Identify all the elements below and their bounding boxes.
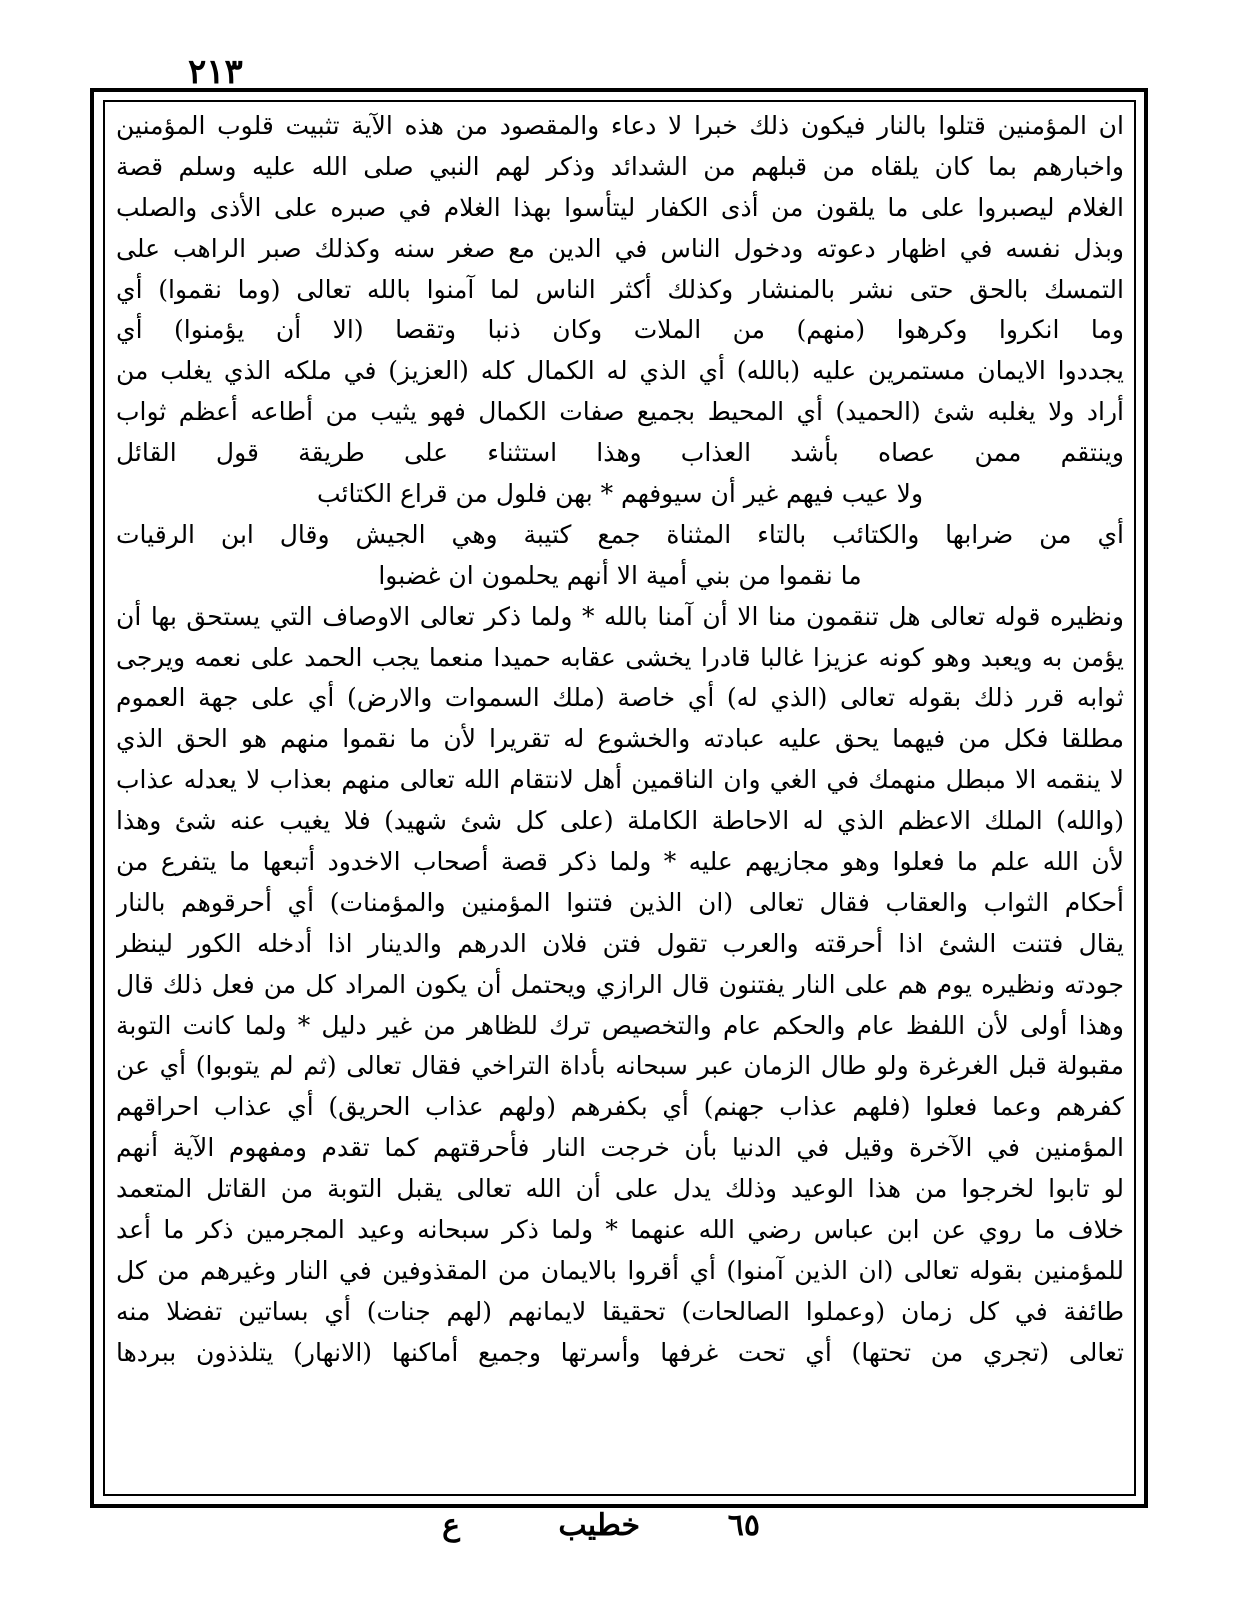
text-line: يؤمن به ويعبد وهو كونه عزيزا غالبا قادرا يخشى عقابه حميدا منعما يجب الحمد على نعمه ويرجى: [116, 642, 1124, 672]
text-line: وما انكروا وكرهوا (منهم) من الملات وكان ذنبا وتقصا (الا أن يؤمنوا) أي: [116, 315, 1124, 345]
poem-verse: ولا عيب فيهم غير أن سيوفهم * بهن فلول من قراع الكتائب: [316, 479, 924, 509]
signature-letter: ع: [442, 1508, 460, 1543]
main-text: [116, 106, 1124, 1494]
text-line: لا ينقمه الا مبطل منهمك في الغي وان الناقمين أهل لانتقام الله تعالى منهم بعذاب لا يعدله عذاب: [116, 765, 1124, 795]
text-line: المؤمنين في الآخرة وقيل في الدنيا بأن خرجت النار فأحرقتهم كما تقدم ومفهوم الآية أنهم: [116, 1133, 1124, 1163]
text-line: التمسك بالحق حتى نشر بالمنشار وكذلك أكثر الناس لما آمنوا بالله تعالى (وما نقموا) أي: [116, 274, 1124, 304]
signature-name: خطيب: [558, 1508, 640, 1543]
text-line: أي من ضرابها والكتائب بالتاء المثناة جمع كتيبة وهي الجيش وقال ابن الرقيات: [116, 519, 1124, 549]
page-footer: [400, 1508, 840, 1558]
text-line: وهذا أولى لأن اللفظ عام والحكم عام والتخصيص ترك للظاهر من غير دليل * ولما كانت التوبة: [116, 1010, 1124, 1040]
poem-verse: ما نقموا من بني أمية الا أنهم يحلمون ان غضبوا: [378, 560, 862, 590]
text-line: مطلقا فكل من فيهما يحق عليه عبادته والخشوع له تقريرا لأن ما نقموا منهم هو الحق الذي: [116, 724, 1124, 754]
text-line: مقبولة قبل الغرغرة ولو طال الزمان عبر سبحانه بأداة التراخي فقال تعالى (ثم لم يتوبوا) أي عن: [116, 1051, 1124, 1081]
text-line: (والله) الملك الاعظم الذي له الاحاطة الكاملة (على كل شئ شهيد) فلا يغيب عنه شئ وهذا: [116, 806, 1124, 836]
text-line: خلاف ما روي عن ابن عباس رضي الله عنهما * ولما ذكر سبحانه وعيد المجرمين ذكر ما أعد: [116, 1215, 1124, 1245]
text-line: وبذل نفسه في اظهار دعوته ودخول الناس في الدين مع صغر سنه وكذلك صبر الراهب على: [116, 233, 1124, 263]
text-line: للمؤمنين بقوله تعالى (ان الذين آمنوا) أي أقروا بالايمان من المقذوفين في النار وغيرهم من كل: [116, 1255, 1124, 1285]
text-line: ونظيره قوله تعالى هل تنقمون منا الا أن آمنا بالله * ولما ذكر تعالى الاوصاف التي يستحق بها أن: [116, 601, 1124, 631]
signature-number: ٦٥: [727, 1508, 760, 1543]
text-line: لأن الله علم ما فعلوا وهو مجازيهم عليه * ولما ذكر قصة أصحاب الاخدود أتبعها ما يتفرع من: [116, 847, 1124, 877]
text-line: جودته ونظيره يوم هم على النار يفتنون قال الرازي ويحتمل أن يكون المراد كل من فعل ذلك قال: [116, 969, 1124, 999]
text-line: الغلام ليصبروا على ما يلقون من أذى الكفار ليتأسوا بهذا الغلام في صبره على الأذى والصلب: [116, 192, 1124, 222]
page-number: ٢١٣: [188, 52, 243, 92]
text-line: تعالى (تجري من تحتها) أي تحت غرفها وأسرتها وجميع أماكنها (الانهار) يتلذذون ببردها: [116, 1337, 1124, 1367]
text-line: وينتقم ممن عصاه بأشد العذاب وهذا استثناء على طريقة قول القائل: [116, 438, 1124, 468]
text-line: لو تابوا لخرجوا من هذا الوعيد وذلك يدل على أن الله تعالى يقبل التوبة من القاتل المتعمد: [116, 1174, 1124, 1204]
text-line: ان المؤمنين قتلوا بالنار فيكون ذلك خبرا لا دعاء والمقصود من هذه الآية تثبيت قلوب المؤمنين: [116, 111, 1124, 140]
text-line: ثوابه قرر ذلك بقوله تعالى (الذي له) أي خاصة (ملك السموات والارض) أي على جهة العموم: [116, 683, 1124, 713]
text-line: أراد ولا يغلبه شئ (الحميد) أي المحيط بجميع صفات الكمال فهو يثيب من أطاعه أعظم ثواب: [116, 397, 1124, 427]
text-line: واخبارهم بما كان يلقاه من قبلهم من الشدائد وذكر لهم النبي صلى الله عليه وسلم قصة: [116, 151, 1124, 181]
text-line: أحكام الثواب والعقاب فقال تعالى (ان الذين فتنوا المؤمنين والمؤمنات) أي أحرقوهم بالنار: [116, 887, 1124, 917]
text-line: يجددوا الايمان مستمرين عليه (بالله) أي الذي له الكمال كله (العزيز) في ملكه الذي يغلب من: [116, 356, 1124, 386]
text-line: طائفة في كل زمان (وعملوا الصالحات) تحقيقا لايمانهم (لهم جنات) أي بساتين تفضلا منه: [116, 1296, 1124, 1326]
text-line: كفرهم وعما فعلوا (فلهم عذاب جهنم) أي بكفرهم (ولهم عذاب الحريق) أي عذاب احراقهم: [116, 1092, 1124, 1122]
text-line: يقال فتنت الشئ اذا أحرقته والعرب تقول فتن فلان الدرهم والدينار اذا أدخله الكور لينظر: [116, 928, 1124, 958]
